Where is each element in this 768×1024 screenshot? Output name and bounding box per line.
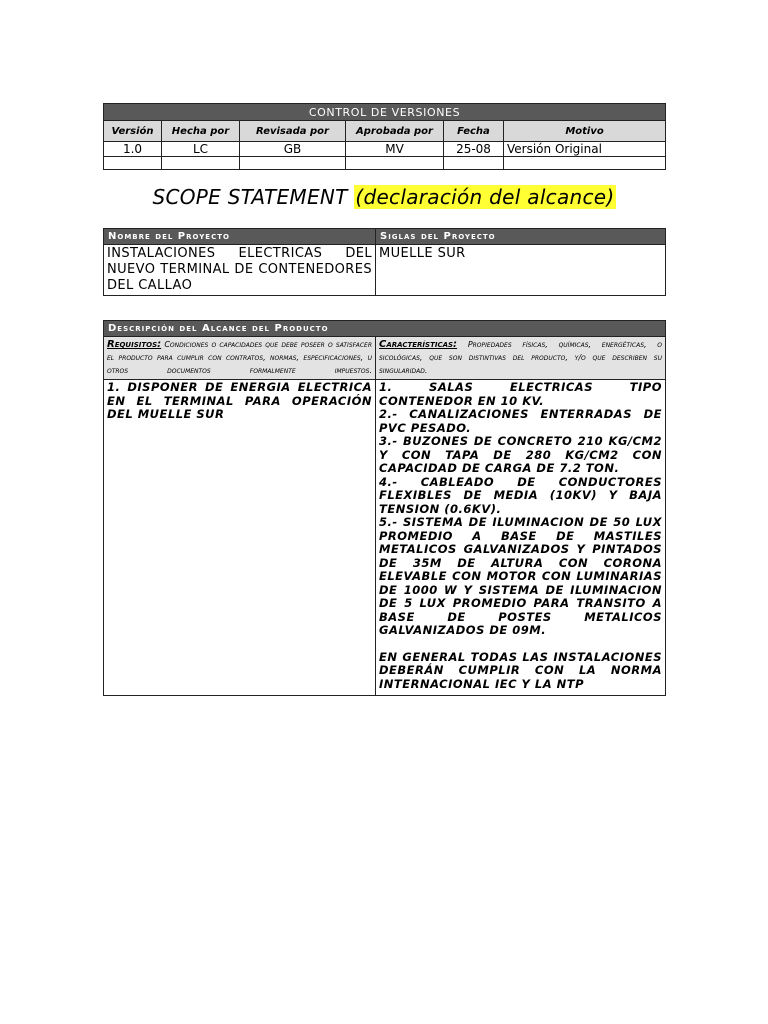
spacer — [379, 638, 662, 651]
column-header-made-by: Hecha por — [162, 121, 240, 142]
scope-header: Descripción del Alcance del Producto — [104, 321, 666, 337]
date-cell: 25-08 — [444, 142, 504, 157]
caracteristicas-description — [376, 337, 666, 380]
made-by-cell: LC — [162, 142, 240, 157]
project-acronym-header: Siglas del Proyecto — [376, 229, 666, 245]
column-header-date: Fecha — [444, 121, 504, 142]
empty-cell — [504, 157, 666, 170]
column-header-reviewed-by: Revisada por — [240, 121, 346, 142]
requisitos-item: 1. DISPONER DE ENERGIA ELECTRICA EN EL TERMINAL PARA OPERACIÓN DEL MUELLE SUR — [107, 380, 372, 421]
caracteristicas-item: 5.- SISTEMA DE ILUMINACION DE 50 LUX PROMEDIO A BASE DE MASTILES METALICOS GALVANIZADOS Y PINTADOS DE 35M DE ALTURA CON CORONA ELEVABLE CON MOTOR CON LUMINARIAS DE 1000 W Y SISTEMA DE ILUMINACION DE 5 LUX PROMEDIO PARA TRANSITO A BASE DE POSTES METALICOS GALVANIZADOS DE 09M. — [379, 515, 662, 637]
version-control-table — [103, 103, 666, 170]
title-highlighted: (declaración del alcance) — [355, 185, 615, 209]
project-name-header: Nombre del Proyecto — [104, 229, 376, 245]
table-row — [104, 142, 666, 157]
column-header-approved-by: Aprobada por — [346, 121, 444, 142]
project-table — [103, 228, 666, 296]
empty-cell — [162, 157, 240, 170]
closing-note: EN GENERAL TODAS LAS INSTALACIONES DEBERÁN CUMPLIR CON LA NORMA INTERNACIONAL IEC Y LA NTP — [379, 649, 662, 691]
empty-cell — [240, 157, 346, 170]
empty-cell — [444, 157, 504, 170]
version-cell: 1.0 — [104, 142, 162, 157]
empty-cell — [104, 157, 162, 170]
requisitos-text: Condiciones o capacidades que debe poseer o satisfacer el producto para cumplir con contratos, normas, especificaciones, u otros documentos formalmente impuestos. — [107, 340, 372, 375]
reviewed-by-cell: GB — [240, 142, 346, 157]
caracteristicas-label: Características: — [379, 339, 458, 350]
reason-cell: Versión Original — [504, 142, 666, 157]
column-header-version: Versión — [104, 121, 162, 142]
caracteristicas-item: 1. SALAS ELECTRICAS TIPO CONTENEDOR EN 10 KV. — [379, 380, 662, 408]
requisitos-description — [104, 337, 376, 380]
version-control-title: CONTROL DE VERSIONES — [104, 104, 666, 121]
page-title — [0, 185, 768, 209]
caracteristicas-item: 3.- BUZONES DE CONCRETO 210 KG/CM2 Y CON TAPA DE 280 KG/CM2 CON CAPACIDAD DE CARGA DE 7.2 TON. — [379, 434, 662, 475]
approved-by-cell: MV — [346, 142, 444, 157]
caracteristicas-list — [376, 380, 666, 696]
caracteristicas-text: Propiedades físicas, químicas, energéticas, o sicológicas, que son distintivas del producto, y/o que describen su singularidad. — [379, 340, 663, 375]
requisitos-list — [104, 380, 376, 696]
table-row-empty — [104, 157, 666, 170]
scope-table — [103, 320, 666, 696]
requisitos-label: Requisitos: — [107, 339, 162, 350]
empty-cell — [346, 157, 444, 170]
caracteristicas-item: 4.- CABLEADO DE CONDUCTORES FLEXIBLES DE MEDIA (10KV) Y BAJA TENSION (0.6KV). — [379, 474, 662, 516]
title-main: SCOPE STATEMENT — [152, 185, 348, 209]
caracteristicas-item: 2.- CANALIZACIONES ENTERRADAS DE PVC PESADO. — [379, 407, 662, 435]
project-name: INSTALACIONES ELECTRICAS DEL NUEVO TERMINAL DE CONTENEDORES DEL CALLAO — [104, 245, 376, 296]
project-acronym: MUELLE SUR — [376, 245, 666, 296]
column-header-reason: Motivo — [504, 121, 666, 142]
